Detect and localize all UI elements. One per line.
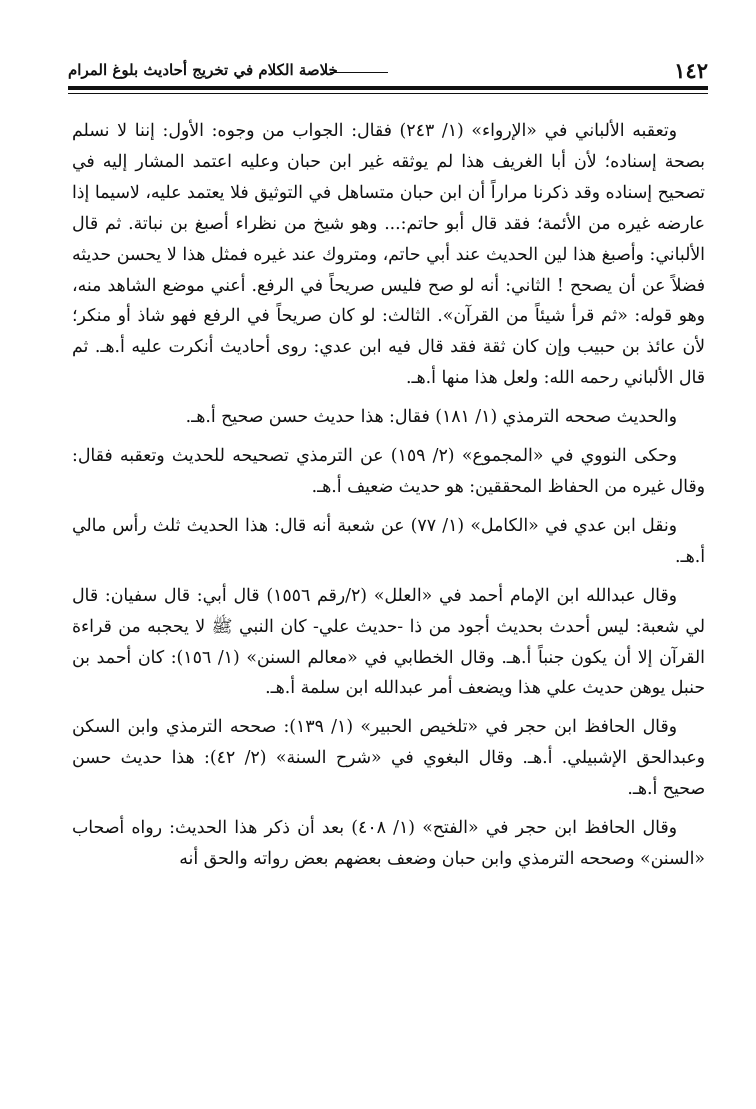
paragraph: وقال الحافظ ابن حجر في «تلخيص الحبير» (١/ ١٣٩): صححه الترمذي وابن السكن وعبدالحق الإشبيلي. أ.هـ. وقال البغوي في «شرح السنة» (٢/ ٤٢): هذا حديث حسن صحيح أ.هـ. [72,717,705,800]
paragraph: وقال عبدالله ابن الإمام أحمد في «العلل» (٢/رقم ١٥٥٦) قال أبي: قال سفيان: قال لي شعبة: ليس أحدث بحديث أجود من ذا -حديث علي- كان النبي ﷺ لا يحجبه من قراءة القرآن إلا أن يكون جنباً أ.هـ. وقال الخطابي في «معالم السنن» (١/ ١٥٦): كان أحمد بن حنبل يوهن حديث علي هذا ويضعف أمر عبدالله ابن سلمة أ.هـ. [72,585,705,699]
paragraph: وتعقبه الألباني في «الإرواء» (١/ ٢٤٣) فقال: الجواب من وجوه: الأول: إننا لا نسلم بصحة إسناده؛ لأن أبا الغريف هذا لم يوثقه غير ابن حبان وعليه اعتمد المشار إليه في تصحيح إسناده وقد ذكرنا مراراً أن ابن حبان متساهل في التوثيق فلا يعتمد عليه، لاسيما إذا عارضه غيره من الأئمة؛ فقد قال أبو حاتم:... وهو شيخ من نظراء أصبغ بن نباتة. ثم قال الألباني: وأصبغ هذا لين الحديث عند أبي حاتم، ومتروك عند غيره فمثل هذا لا يحسن حديثه فضلاً عن أن يصحح ! الثاني: أنه لو صح فليس صريحاً في الرفع. أعني موضع الشاهد منه، وهو قوله: «ثم قرأ شيئاً من القرآن». الثالث: لو كان صريحاً في الرفع فهو شاذ أو منكر؛ لأن عائذ بن حبيب وإن كان ثقة فقد قال فيه ابن عدي: روى أحاديث أنكرت عليه أ.هـ. ثم قال الألباني رحمه الله: ولعل هذا منها أ.هـ. [72,121,705,389]
page-number: ١٤٢ [674,58,708,83]
page-header [68,58,708,84]
running-title: خلاصة الكلام في تخريج أحاديث بلوغ المرام [68,61,338,79]
header-rule-thin [68,93,708,94]
header-dash [330,72,388,73]
paragraph: وقال الحافظ ابن حجر في «الفتح» (١/ ٤٠٨) بعد أن ذكر هذا الحديث: رواه أصحاب «السنن» وصححه الترمذي وابن حبان وضعف بعضهم بعض رواته والحق أنه [72,818,705,869]
paragraph: ونقل ابن عدي في «الكامل» (١/ ٧٧) عن شعبة أنه قال: هذا الحديث ثلث رأس مالي أ.هـ. [72,515,705,567]
body-text [72,116,705,875]
paragraph: وحكى النووي في «المجموع» (٢/ ١٥٩) عن الترمذي تصحيحه للحديث وتعقبه فقال: وقال غيره من الحفاظ المحققين: هو حديث ضعيف أ.هـ. [72,446,705,497]
header-rule-thick [68,86,708,90]
paragraph: والحديث صححه الترمذي (١/ ١٨١) فقال: هذا حديث حسن صحيح أ.هـ. [185,407,677,428]
